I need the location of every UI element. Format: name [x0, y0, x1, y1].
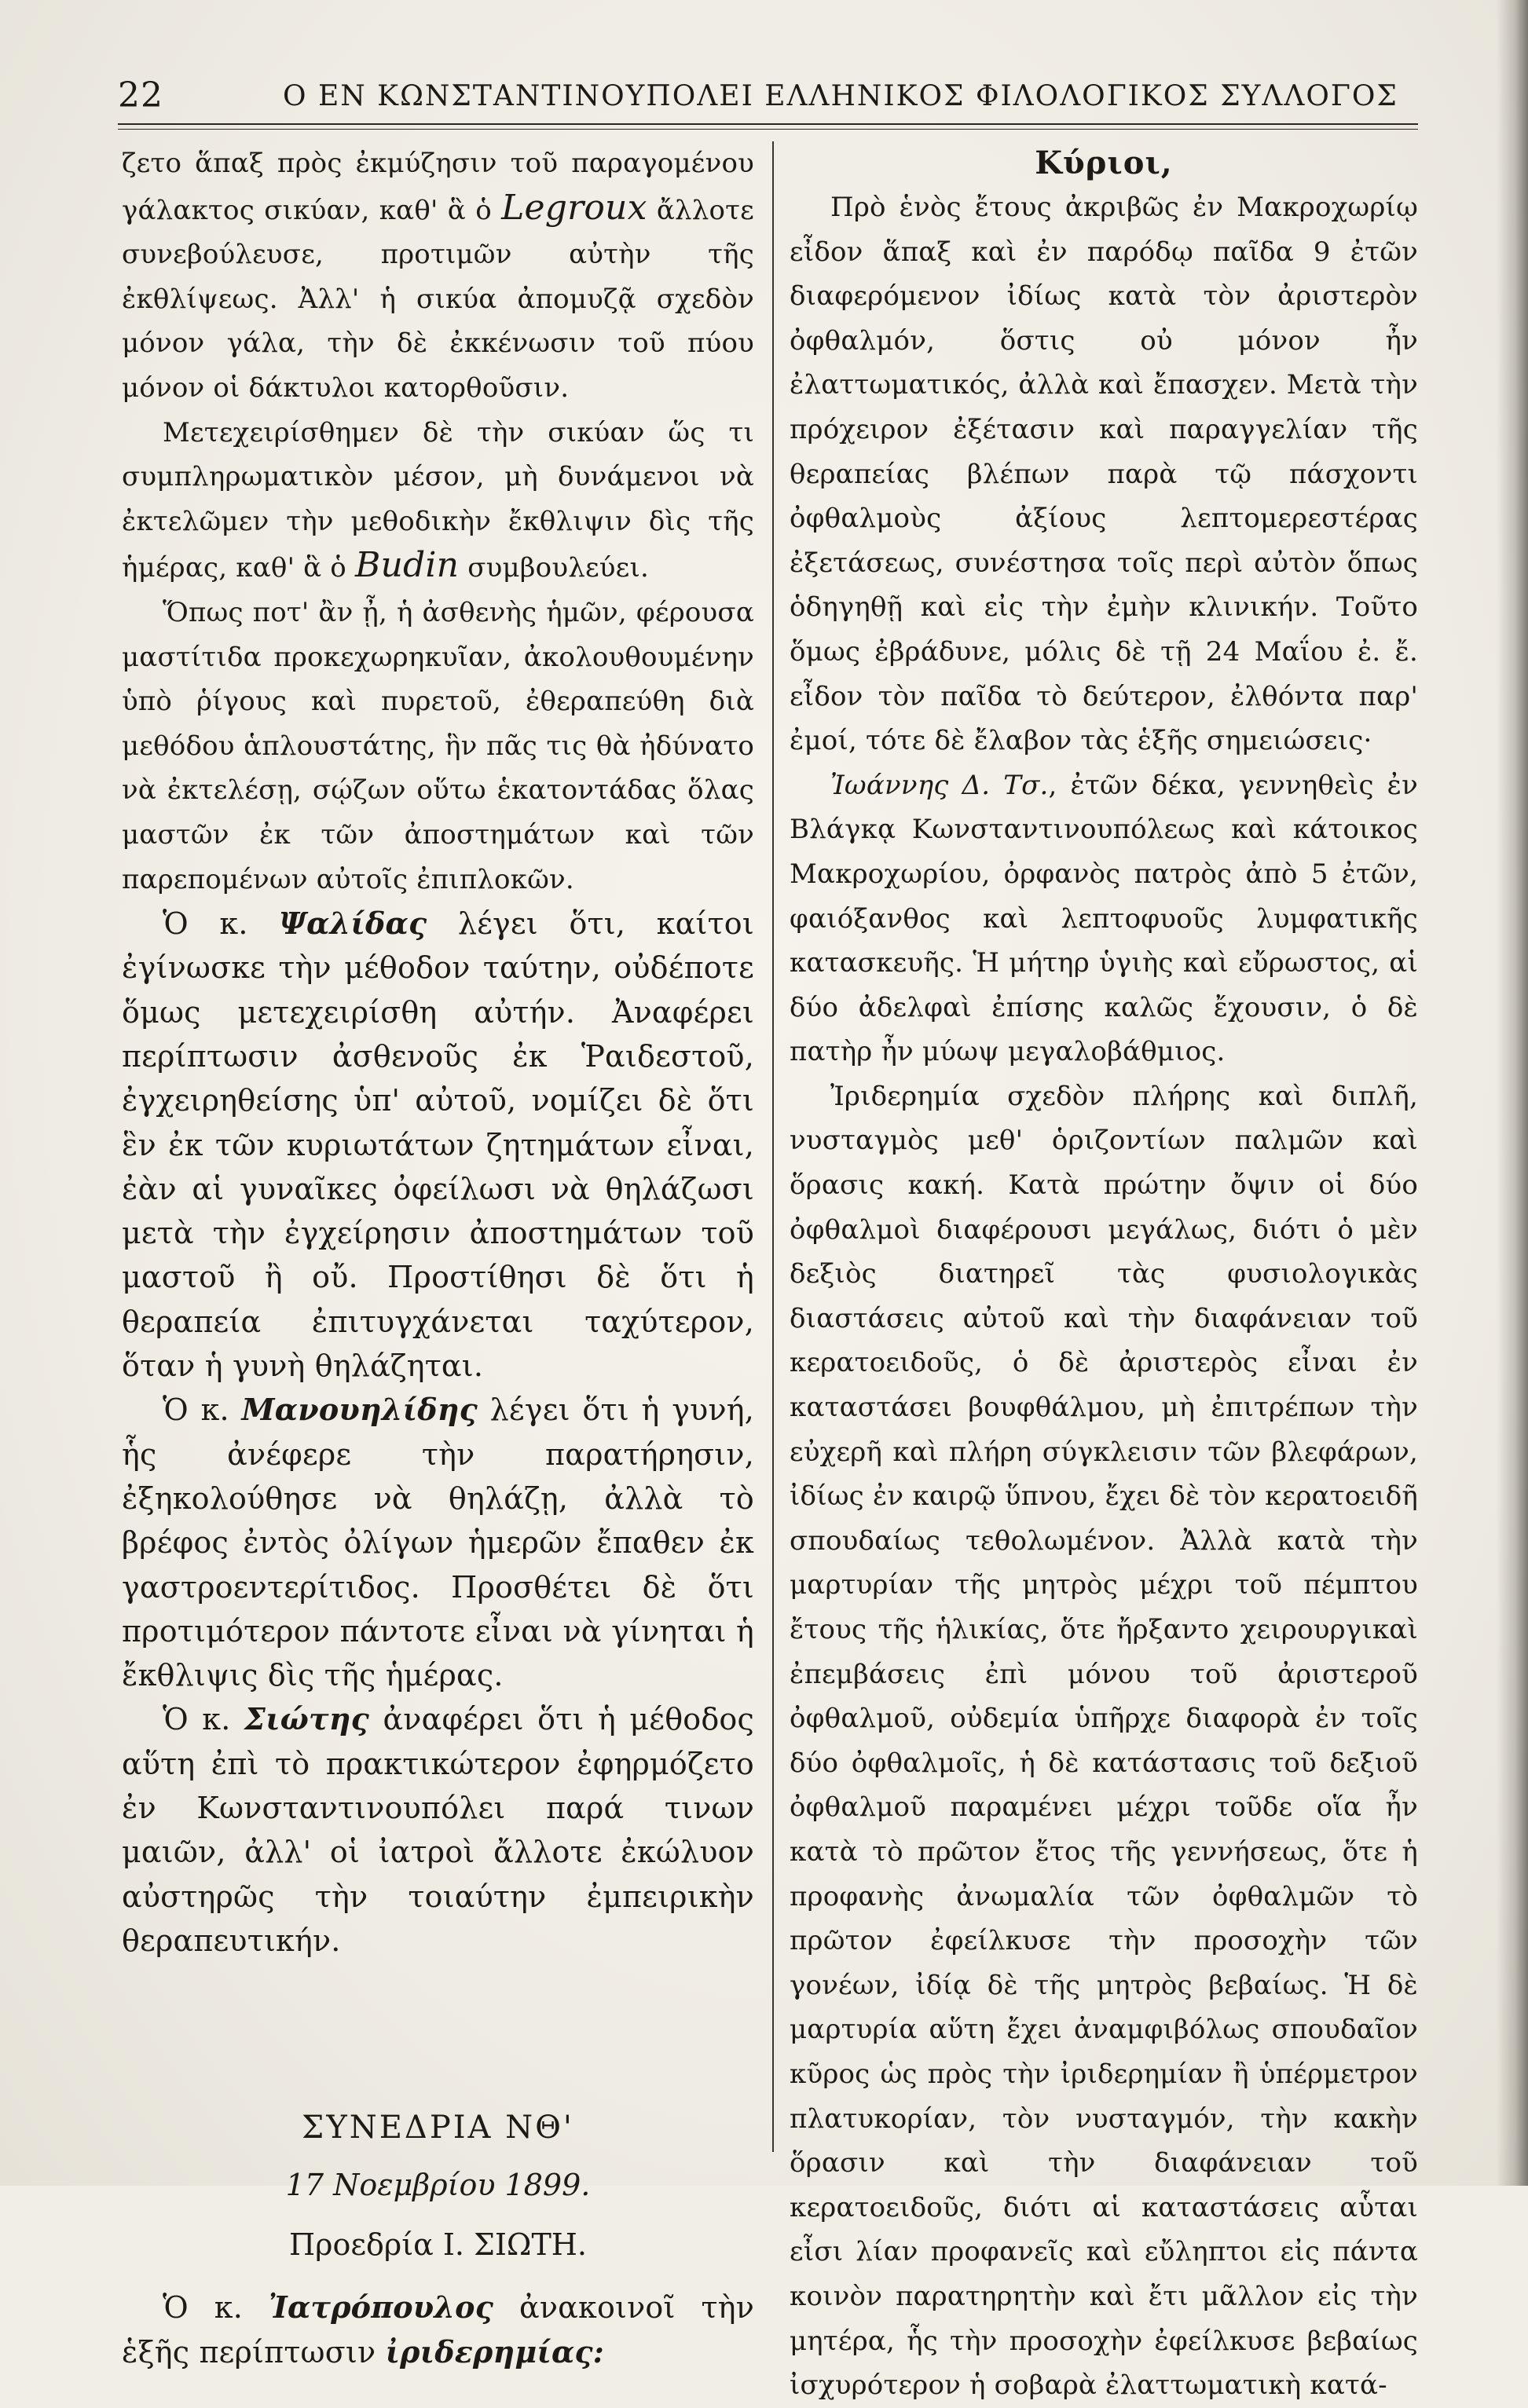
- left-paragraph-1: ζετο ἅπαξ πρὸς ἐκμύζησιν τοῦ παραγομένου γάλακτος σικύαν, καθ' ἃ ὁ Legroux ἄλλοτε συνεβούλευσε, προτιμῶν αὐτὴν τῆς ἐκθλίψεως. Ἀλλ' ἡ σικύα ἀπομυζᾷ σχεδὸν μόνον γάλα, τὴν δὲ ἐκκένωσιν τοῦ πύου μόνον οἱ δάκτυλοι κατορθοῦσιν.: [122, 148, 754, 404]
- speaker-name: Σιώτης: [244, 1701, 369, 1737]
- address-heading: Κύριοι,: [1035, 145, 1173, 181]
- session-presidency: Προεδρία Ι. ΣΙΩΤΗ.: [288, 2227, 588, 2263]
- running-head: Ο ΕΝ ΚΩΝΣΤΑΝΤΙΝΟΥΠΟΛΕΙ ΕΛΛΗΝΙΚΟΣ ΦΙΛΟΛΟΓΙΚΟΣ ΣΥΛΛΟΓΟΣ: [283, 80, 1398, 112]
- speaker-name: Ἰατρόπουλος: [268, 2289, 494, 2326]
- right-paragraph-3: Ἰριδερημία σχεδὸν πλήρης καὶ διπλῆ, νυσταγμὸς μεθ' ὁριζοντίων παλμῶν καὶ ὅρασις κακή. Κατὰ πρώτην ὄψιν οἱ δύο ὀφθαλμοὶ διαφέρουσι μεγάλως, διότι ὁ μὲν δεξιὸς διατηρεῖ τὰς φυσιολογικὰς διαστάσεις αὐτοῦ καὶ τὴν διαφάνειαν τοῦ κερατοειδοῦς, ὁ δὲ ἀριστερὸς εἶναι ἐν καταστάσει βουφθάλμου, μὴ ἐπιτρέπων τὴν εὐχερῆ καὶ πλήρη σύγκλεισιν τῶν βλεφάρων, ἰδίως ἐν καιρῷ ὕπνου, ἔχει δὲ τὸν κερατοειδῆ σπουδαίως τεθολωμένον. Ἀλλὰ κατὰ τὴν μαρτυρίαν τῆς μητρὸς μέχρι τοῦ πέμπτου ἔτους τῆς ἡλικίας, ὅτε ἤρξαντο χειρουργικαὶ ἐπεμβάσεις ἐπὶ μόνου τοῦ ἀριστεροῦ ὀφθαλμοῦ, οὐδεμία ὑπῆρχε διαφορὰ ἐν τοῖς δύο ὀφθαλμοῖς, ἡ δὲ κατάστασις τοῦ δεξιοῦ ὀφθαλμοῦ παραμένει μέχρι τοῦδε οἵα ἦν κατὰ τὸ πρῶτον ἔτος τῆς γεννήσεως, ὅτε ἡ προφανὴς ἀνωμαλία τῶν ὀφθαλμῶν τὸ πρῶτον ἐφείλκυσε τὴν προσοχὴν τῶν γονέων, ἰδίᾳ δὲ τῆς μητρὸς βεβαίως. Ἡ δὲ μαρτυρία αὕτη ἔχει ἀναμφιβόλως σπουδαῖον κῦρος ὡς πρὸς τὴν ἰριδερημίαν ἢ ὑπέρμετρον πλατυκορίαν, τὸν νυσταγμόν, τὴν κακὴν ὅρασιν καὶ τὴν διαφάνειαν τοῦ κερατοειδοῦς, διότι αἱ καταστάσεις αὗται εἶσι λίαν προφανεῖς καὶ εὔληπτοι εἰς πάντα κοινὸν παρατηρητὴν καὶ ἔτι μᾶλλον εἰς τὴν μητέρα, ἧς τὴν προσοχὴν ἐφείλκυσε βεβαίως ἰσχυρότερον ἡ σοβαρὰ ἐλαττωματικὴ κατά-: [790, 1080, 1418, 2402]
- column-divider: [772, 141, 774, 2152]
- case-topic: ἰριδερημίας:: [385, 2333, 604, 2370]
- cited-author-legroux: Legroux: [501, 187, 647, 228]
- remark-manouilidis: Ὁ κ. Μανουηλίδης λέγει ὅτι ἡ γυνή, ἧς ἀνέφερε τὴν παρατήρησιν, ἐξηκολούθησε νὰ θηλάζῃ, ἀλλὰ τὸ βρέφος ἐντὸς ὀλίγων ἡμερῶν ἔπαθεν ἐκ γαστροεντερίτιδος. Προσθέτει δὲ ὅτι προτιμότερον πάντοτε εἶναι νὰ γίνηται ἡ ἔκθλιψις δὶς τῆς ἡμέρας.: [122, 1392, 754, 1693]
- right-paragraph-1: Πρὸ ἑνὸς ἔτους ἀκριβῶς ἐν Μακροχωρίῳ εἶδον ἅπαξ καὶ ἐν παρόδῳ παῖδα 9 ἐτῶν διαφερόμενον ἰδίως κατὰ τὸν ἀριστερὸν ὀφθαλμόν, ὅστις οὐ μόνον ἦν ἐλαττωματικός, ἀλλὰ καὶ ἔπασχεν. Μετὰ τὴν πρόχειρον ἐξέτασιν καὶ παραγγελίαν τῆς θεραπείας βλέπων παρὰ τῷ πάσχοντι ὀφθαλμοὺς ἀξίους λεπτομερεστέρας ἐξετάσεως, συνέστησα τοῖς περὶ αὐτὸν ὅπως ὁδηγηθῇ καὶ εἰς τὴν ἐμὴν κλινικήν. Τοῦτο ὅμως ἐβράδυνε, μόλις δὲ τῇ 24 Μαΐου ἐ. ἔ. εἶδον τὸν παῖδα τὸ δεύτερον, ἐλθόντα παρ' ἐμοί, τότε δὲ ἔλαβον τὰς ἑξῆς σημειώσεις·: [790, 192, 1418, 757]
- session-title: ΣΥΝΕΔΡΙΑ ΝΘ': [302, 2110, 574, 2146]
- patient-name: Ἰωάννης Δ. Τσ.: [830, 769, 1049, 801]
- left-column: [122, 141, 754, 2370]
- cited-author-budin: Budin: [354, 545, 460, 586]
- remark-iatropoulos: Ὁ κ. Ἰατρόπουλος ἀνακοινοῖ τὴν ἑξῆς περίπτωσιν ἰριδερημίας:: [122, 2289, 754, 2370]
- page-header: [118, 69, 1414, 116]
- header-rule: [118, 123, 1418, 130]
- speaker-name: Μανουηλίδης: [241, 1392, 478, 1428]
- right-column: [790, 141, 1418, 2402]
- remark-siotis: Ὁ κ. Σιώτης ἀναφέρει ὅτι ἡ μέθοδος αὕτη ἐπὶ τὸ πρακτικώτερον ἐφηρμόζετο ἐν Κωνσταντινουπόλει παρά τινων μαιῶν, ἀλλ' οἱ ἰατροὶ ἄλλοτε ἐκώλυον αὐστηρῶς τὴν τοιαύτην ἐμπειρικὴν θεραπευτικήν.: [122, 1701, 754, 1958]
- patient-description: Ἰωάννης Δ. Τσ., ἐτῶν δέκα, γεννηθεὶς ἐν Βλάγκᾳ Κωνσταντινουπόλεως καὶ κάτοικος Μακροχωρίου, ὀρφανὸς πατρὸς ἀπὸ 5 ἐτῶν, φαιόξανθος καὶ λεπτοφυοῦς λυμφατικῆς κατασκευῆς. Ἡ μήτηρ ὑγιὴς καὶ εὔρωστος, αἱ δύο ἀδελφαὶ ἐπίσης καλῶς ἔχουσιν, ὁ δὲ πατὴρ ἦν μύωψ μεγαλοβάθμιος.: [790, 769, 1418, 1068]
- left-paragraph-2: Μετεχειρίσθημεν δὲ τὴν σικύαν ὥς τι συμπληρωματικὸν μέσον, μὴ δυνάμενοι νὰ ἐκτελῶμεν τὴν μεθοδικὴν ἔκθλιψιν δὶς τῆς ἡμέρας, καθ' ἃ ὁ Budin συμβουλεύει.: [122, 416, 754, 586]
- session-date: 17 Νοεμβρίου 1899.: [285, 2168, 591, 2203]
- remark-psalidas: Ὁ κ. Ψαλίδας λέγει ὅτι, καίτοι ἐγίνωσκε τὴν μέθοδον ταύτην, οὐδέποτε ὅμως μετεχειρίσθη αὐτήν. Ἀναφέρει περίπτωσιν ἀσθενοῦς ἐκ Ῥαιδεστοῦ, ἐγχειρηθείσης ὑπ' αὐτοῦ, νομίζει δὲ ὅτι ἓν ἐκ τῶν κυριωτάτων ζητημάτων εἶναι, ἐὰν αἱ γυναῖκες ὀφείλωσι νὰ θηλάζωσι μετὰ τὴν ἐγχείρησιν ἀποστημάτων τοῦ μαστοῦ ἢ οὔ. Προστίθησι δὲ ὅτι ἡ θεραπεία ἐπιτυγχάνεται ταχύτερον, ὅταν ἡ γυνὴ θηλάζηται.: [122, 906, 754, 1384]
- left-paragraph-3: Ὅπως ποτ' ἂν ᾖ, ἡ ἀσθενὴς ἡμῶν, φέρουσα μαστίτιδα προκεχωρηκυῖαν, ἀκολουθουμένην ὑπὸ ῥίγους καὶ πυρετοῦ, ἐθεραπεύθη διὰ μεθόδου ἁπλουστάτης, ἣν πᾶς τις θὰ ἠδύνατο νὰ ἐκτελέσῃ, σῴζων οὕτω ἑκατοντάδας ὅλας μαστῶν ἐκ τῶν ἀποστημάτων καὶ τῶν παρεπομένων αὐτοῖς ἐπιπλοκῶν.: [122, 596, 754, 895]
- speaker-name: Ψαλίδας: [279, 906, 427, 942]
- page-number: 22: [118, 75, 163, 115]
- page-gutter-shadow: [1497, 0, 1528, 2186]
